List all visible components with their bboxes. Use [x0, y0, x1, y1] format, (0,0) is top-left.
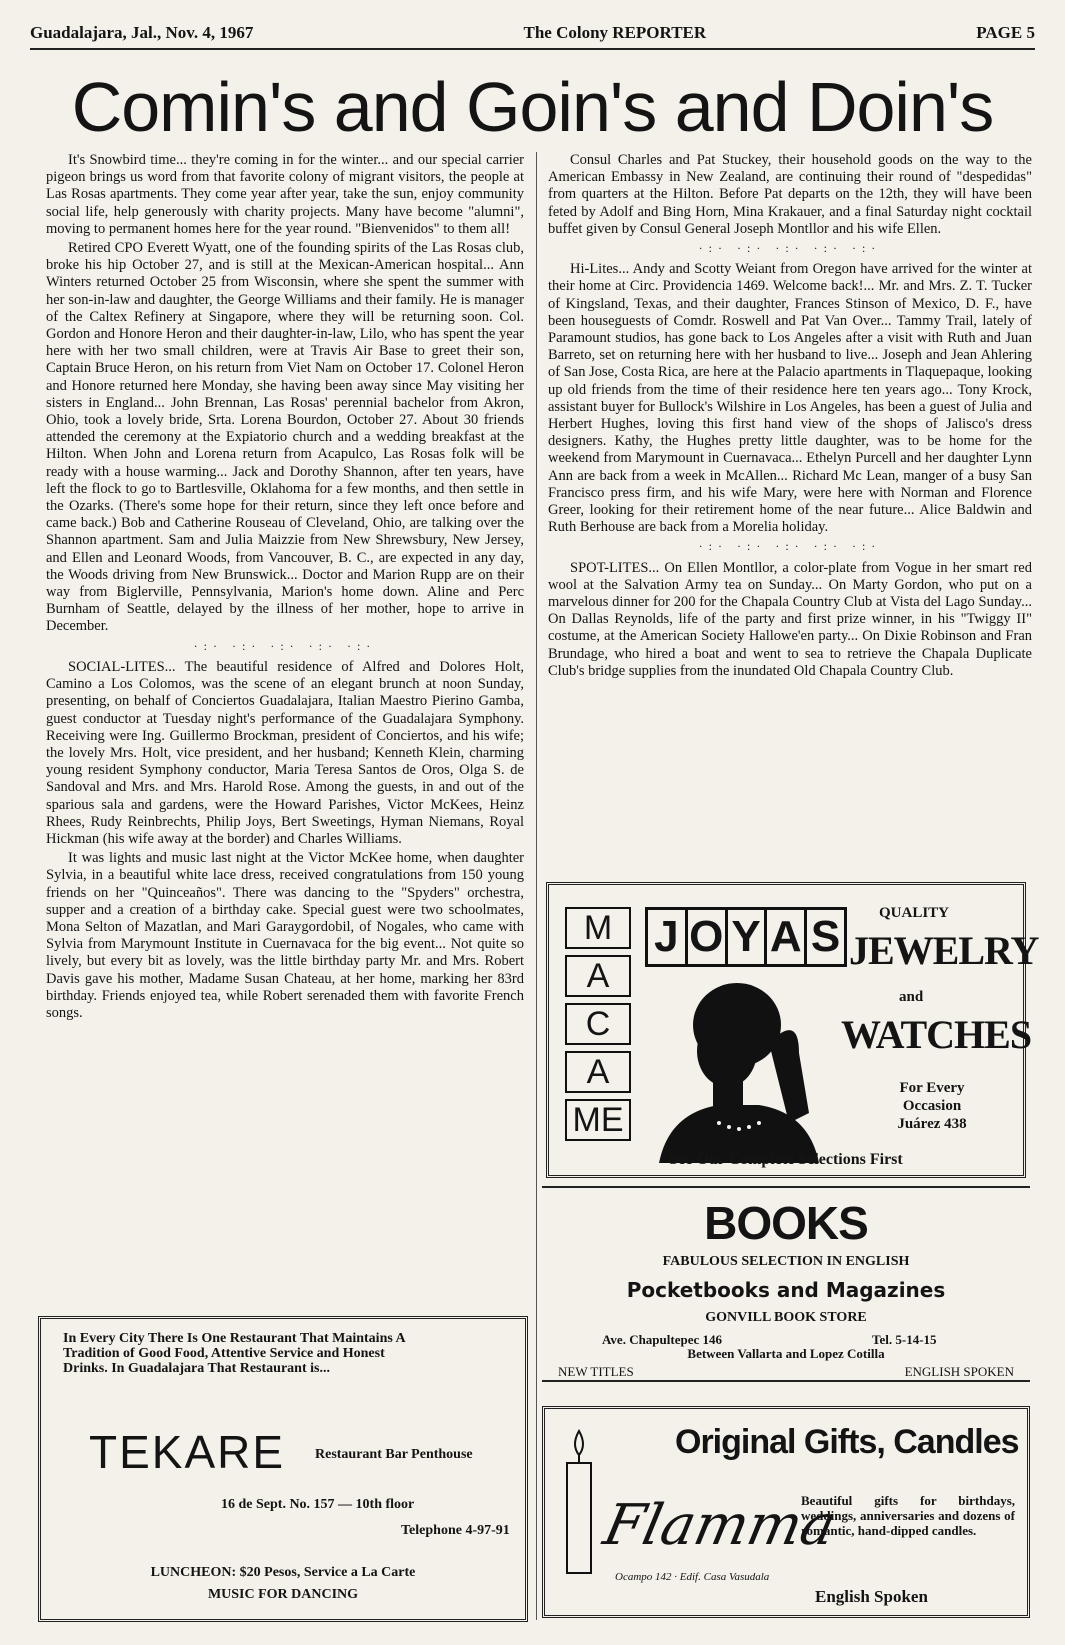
- tekare-music: MUSIC FOR DANCING: [207, 1587, 359, 1602]
- joyas-ad: [546, 882, 1039, 1178]
- occasion-block: [877, 1079, 987, 1133]
- macame-letter: A: [565, 955, 631, 997]
- flamma-title: Original Gifts, Candles: [675, 1423, 1019, 1461]
- tekare-ad: [38, 1316, 528, 1622]
- joyas-letter: S: [810, 912, 841, 961]
- joyas-logo: [645, 907, 847, 967]
- article-paragraph: SPOT-LITES... On Ellen Montllor, a color-plate from Vogue in her smart red wool at the Salvation Army tea on Sunday... On Marty Gordon, who put on a marvelous dinner for 200 for the Chapala Country Club at Vista del Lago Sunday... On Dallas Reynolds, life of the party and first prize winner, in his "Twiggy II" costume, at the American Society Hallowe'en party... On Dixie Robinson and Fran Brundage, who hired a boat and went to sea to retrieve the Chapala Duplicate Club's bridge supplies from the inundated Old Chapala Country Club.: [548, 559, 1032, 679]
- joyas-letter: J: [648, 910, 688, 964]
- joyas-letter: Y: [728, 910, 768, 964]
- macame-letter: M: [565, 907, 631, 949]
- section-divider: ·:· ·:· ·:· ·:· ·:·: [698, 241, 882, 256]
- books-telephone: Tel. 5-14-15: [872, 1332, 937, 1347]
- joyas-letter: A: [767, 910, 807, 964]
- macame-letter: C: [565, 1003, 631, 1045]
- quality-label: QUALITY: [879, 905, 950, 921]
- tekare-address: 16 de Sept. No. 157 — 10th floor: [221, 1497, 415, 1512]
- article-paragraph: SOCIAL-LITES... The beautiful residence of Alfred and Dolores Holt, Camino a Los Colomos, was the scene of an elegant brunch at noon Sunday, presenting, on behalf of Conciertos Guadalajara, Italian Maestro Pierino Gamba, guest conductor at Tuesday night's performance of the Guadalajara Symphony. Receiving were Ing. Guillermo Brockman, president of Conciertos, and his wife; the lovely Mrs. Holt, vice president, and her husband; Kenneth Klein, charming young resident Symphony conductor, Maria Teresa Santos de Oros, Olga S. de Sandoval and Mrs. and Mrs. Harold Rose. Among the guests, in and out of the sparious sala and gardens, were the Howard Parishes, Victor McKees, Heinz Rhees, Rudy Reinbrechts, Philip Joys, Bert Sweetings, Hyman Niemans, Royal Hickman (his wife away at the border) and Charles Williams.: [46, 658, 524, 847]
- occasion-line: For Every: [899, 1080, 965, 1096]
- books-between: Between Vallarta and Lopez Cotilla: [687, 1346, 885, 1361]
- page-header: [30, 18, 1035, 50]
- books-subtitle: FABULOUS SELECTION IN ENGLISH: [662, 1254, 910, 1269]
- flamma-ad: [542, 1406, 1030, 1618]
- tekare-luncheon: LUNCHEON: $20 Pesos, Service a La Carte: [150, 1565, 416, 1580]
- jewelry-label: JEWELRY: [849, 928, 1039, 973]
- flamma-logo: Flamma: [598, 1493, 842, 1558]
- right-column: [548, 152, 1032, 682]
- joyas-footer: See Our Complete Selections First: [669, 1151, 903, 1168]
- books-pocket: Pocketbooks and Magazines: [626, 1278, 946, 1302]
- article-paragraph: It's Snowbird time... they're coming in for the winter... and our special carrier pigeon brings us word from that favorite colony of migrant visitors, the people at Las Rosas apartments. They come year after year, take the sun, enjoy community social life, help generously with charity projects. Many have become "alumni", moving to permanent homes here for the year round. "Bienvenidos" to them all!: [46, 152, 524, 237]
- page-number: PAGE 5: [976, 23, 1035, 42]
- macame-letter: ME: [565, 1099, 631, 1141]
- joyas-address: Juárez 438: [897, 1116, 967, 1132]
- left-column: [46, 152, 524, 1024]
- joyas-letter: O: [688, 910, 728, 964]
- macame-letter: A: [565, 1051, 631, 1093]
- tekare-subtitle: Restaurant Bar Penthouse: [315, 1447, 473, 1462]
- section-divider: ·:· ·:· ·:· ·:· ·:·: [193, 638, 377, 653]
- column-divider: [536, 152, 537, 1620]
- flamma-address: Ocampo 142 · Edif. Casa Vasudala: [615, 1571, 770, 1583]
- books-new-titles: NEW TITLES: [558, 1364, 634, 1379]
- article-paragraph: Consul Charles and Pat Stuckey, their household goods on the way to the American Embassy in New Zealand, are continuing their round of "despedidas" from quarters at the Hilton. Before Pat departs on the 12th, they will have been feted by Adolf and Bing Horn, Mina Krakauer, and a final Saturday night cocktail buffet given by Consul General Joseph Montllor and his wife Ellen.: [548, 152, 1032, 237]
- article-paragraph: Retired CPO Everett Wyatt, one of the founding spirits of the Las Rosas club, broke his hip October 27, and is still at the Mexican-American hospital... Ann Winters returned October 25 from Wisconsin, where she spent the summer with her son-in-law and daughter, the George Williams and their family. He is manager of the Caltex Refinery at Singapore, where they will be returning soon. Col. Gordon and Honore Heron and their daughter-in-law, Lilo, who has spent the year here with her two small children, were at Travis Air Base to greet their son, Captain Bruce Heron, on his return from Viet Nam on October 17. Colonel Heron and Honore returned here Monday, she having been away since May visiting her sisters in England... John Brennan, Las Rosas' perennial bachelor from Akron, Ohio, took a lovely bride, Srta. Lorena Bourdon, October 27. About 30 friends attended the ceremony at the Expiatorio church and a wedding breakfast at the Hilton. When John and Lorena return from Acapulco, Las Rosas folk will be ready with a house warming... Jack and Dorothy Shannon, after ten years, have left the flock to go to Bartlesville, Oklahoma for a few months, and then settle in the Ozarks. (There's some hope for their return, since they left once before and came back.) Bob and Catherine Rouseau of Cleveland, Ohio, are talking over the Shannon apartment. Sam and Julia Maizzie from New Shrewsbury, New Jersey, and Ellen and Leonard Woods, from Vancouver, B. C., are expected in any day, the Woods driving from New Brunswick... Doctor and Marion Rupp are on their way from Biglerville, Pennsylvania, Marion's home down. Aline and Perc Burnham of Seattle, delayed by the illness of her mother, hope to arrive in December.: [46, 240, 524, 635]
- paper-name: The Colony REPORTER: [523, 23, 707, 42]
- books-store: GONVILL BOOK STORE: [705, 1310, 867, 1325]
- watches-label: WATCHES: [841, 1012, 1032, 1057]
- macame-logo: [565, 907, 637, 1147]
- and-label: and: [899, 989, 924, 1005]
- books-address: Ave. Chapultepec 146: [602, 1332, 723, 1347]
- article-paragraph: Hi-Lites... Andy and Scotty Weiant from Oregon have arrived for the winter at their home at Circ. Providencia 1469. Welcome back!... Mr. and Mrs. Z. T. Tucker of Kingsland, Texas, and their daughter, Frances Stinson of Mexico, D. F., have been houseguests of Comdr. Roswell and Pat Van Over... Tammy Trail, lately of Paramount studios, has gone back to Los Angeles after a visit with Ruth and Juan Barreto, set on returning here with her husband to live... Joseph and Jean Ahlering of San Jose, Costa Rica, are here at the Palacio apartments in Tlaquepaque, looking up old friends from the time of their residence here ten years ago... Tony Krock, assistant buyer for Bullock's Wilshire in Los Angeles, has been a guest of Julia and Herbert Hughes, loving this first hand view of the shops of Jalisco's dress designers. Kathy, the Hughes pretty little daughter, was to be home for the weekend from Marymount in Cuernavaca... Ethelyn Purcell and her daughter Lynn Ann are back from a week in McAllen... Richard Mc Lean, manger of a busy San Francisco press firm, and his wife Mary, were here with Norman and Florence Greer, looking for their retirement home of the near future... Alice Baldwin and Ruth Berhouse are back from a Morelia holiday.: [548, 261, 1032, 536]
- tekare-logo: TEKARE: [89, 1426, 286, 1478]
- ad-lead-text: In Every City There Is One Restaurant That Maintains A Tradition of Good Food, Attentive Service and Honest Drinks. In Guadalajara That Restaurant is...: [63, 1331, 405, 1376]
- books-english-spoken: ENGLISH SPOKEN: [904, 1364, 1014, 1379]
- candle-icon: [559, 1427, 599, 1577]
- article-paragraph: It was lights and music last night at the Victor McKee home, when daughter Sylvia, in a beautiful white lace dress, received congratulations from 150 young friends on her "Quinceaños". There was dancing to the "Spyders" orchestra, supper and a creation of a birthday cake. Special guest were two schoolmates, Mona Selton of Mazatlan, and Mari Garaygordobil, of Nogales, who came with Sylvia from Marymount Institute in Cuernavaca for the big event... Not quite so lively, but every bit as lovely, was the little birthday party Mr. and Mrs. Robert Davis gave his mother, Madame Susan Chateau, at her home, marking her 83rd birthday. Friends enjoyed tea, while Robert serenaded them with favorite French songs.: [46, 850, 524, 1021]
- tekare-telephone: Telephone 4-97-91: [401, 1523, 510, 1538]
- flamma-description: Beautiful gifts for birthdays, weddings, anniversaries and dozens of romantic, hand-dipped candles.: [801, 1493, 1015, 1538]
- section-divider: ·:· ·:· ·:· ·:· ·:·: [698, 539, 882, 554]
- books-ad: [542, 1186, 1030, 1382]
- occasion-line: Occasion: [902, 1098, 962, 1114]
- page-title: Comin's and Goin's and Doin's: [71, 68, 994, 146]
- dateline: Guadalajara, Jal., Nov. 4, 1967: [30, 23, 254, 42]
- flamma-english: English Spoken: [815, 1587, 928, 1606]
- books-title: BOOKS: [704, 1197, 868, 1249]
- woman-silhouette-icon: [649, 973, 829, 1163]
